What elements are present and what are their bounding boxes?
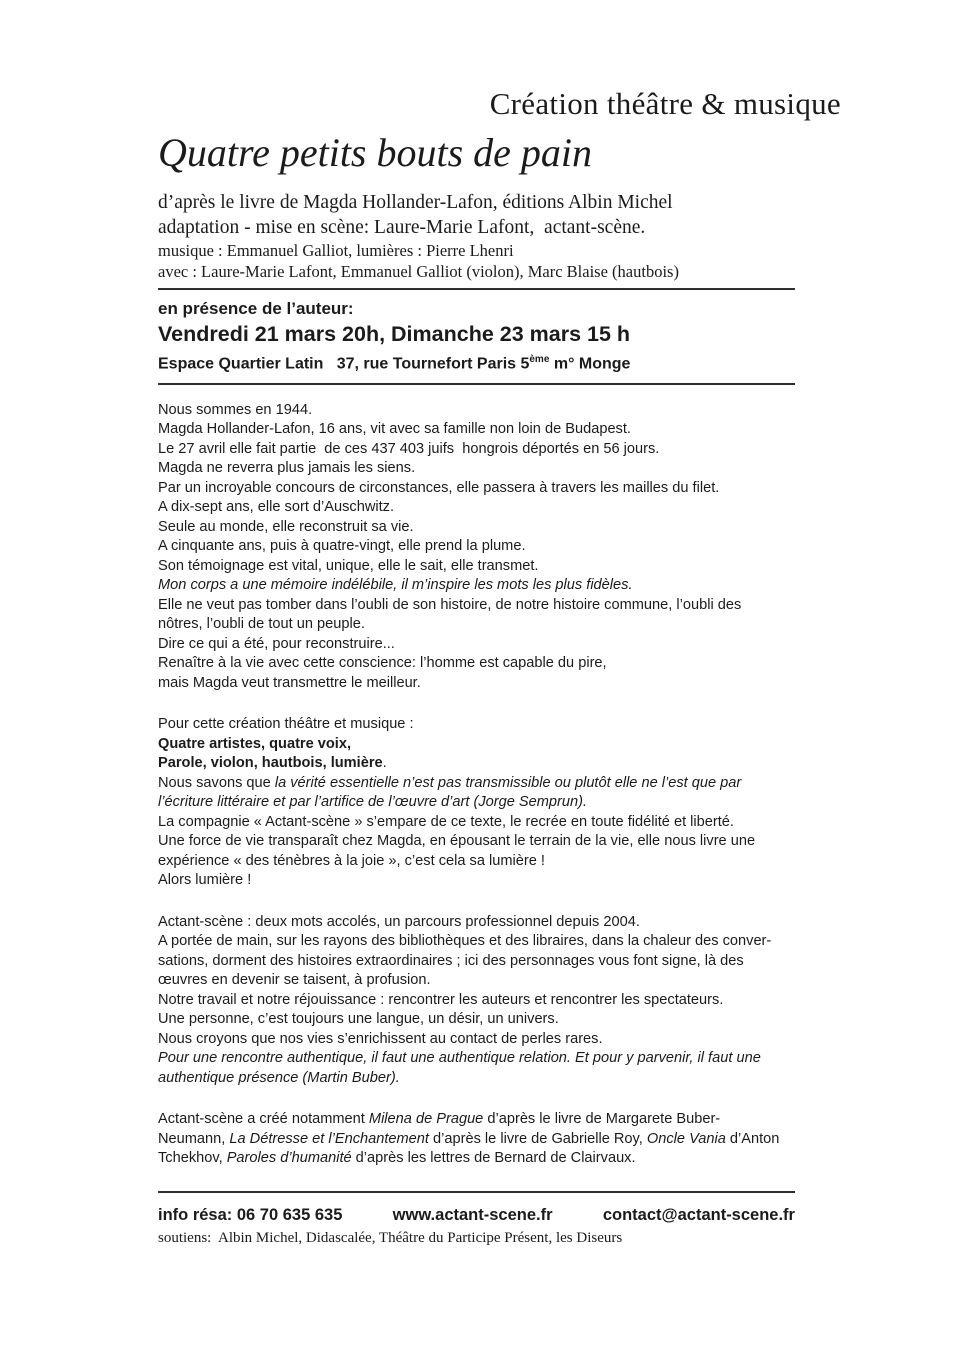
body-line: [158, 1130, 795, 1150]
body-line-quote: Mon corps a une mémoire indélébile, il m’inspire les mots les plus fidèles.: [158, 577, 633, 594]
text-segment: Neumann,: [158, 1130, 230, 1147]
event-dates: Vendredi 21 mars 20h, Dimanche 23 mars 15 h: [158, 321, 631, 346]
body-line-bold: Quatre artistes, quatre voix,: [158, 735, 352, 752]
text-segment: d’après les lettres de Bernard de Clairvaux.: [351, 1150, 636, 1167]
text-segment: d’après le livre de Margarete Buber-: [483, 1111, 721, 1128]
page-title: Quatre petits bouts de pain: [158, 129, 593, 175]
text-segment-title: Paroles d’humanité: [226, 1150, 352, 1167]
body-line: A dix-sept ans, elle sort d’Auschwitz.: [158, 499, 395, 516]
body-line: Nous croyons que nos vies s’enrichissent au contact de perles rares.: [158, 1030, 603, 1047]
body-line: mais Magda veut transmettre le meilleur.: [158, 674, 421, 691]
body-line: A cinquante ans, puis à quatre-vingt, elle prend la plume.: [158, 538, 526, 555]
body-line: Actant-scène : deux mots accolés, un parcours professionnel depuis 2004.: [158, 913, 640, 930]
phone-info: info résa: 06 70 635 635: [158, 1205, 343, 1224]
body-line: nôtres, l’oubli de tout un peuple.: [158, 616, 365, 633]
body-line: Nous sommes en 1944.: [158, 401, 313, 418]
event-block: [158, 298, 795, 374]
kicker: Création théâtre & musique: [489, 86, 841, 121]
text-segment: d’Anton: [725, 1130, 780, 1147]
website-text: www.actant-scene.fr: [392, 1205, 553, 1224]
body-line: [158, 1110, 795, 1130]
venue-superscript: ème: [529, 353, 550, 365]
body-line: Pour cette création théâtre et musique :: [158, 716, 414, 733]
body-line: Son témoignage est vital, unique, elle le sait, elle transmet.: [158, 557, 539, 574]
body-line: La compagnie « Actant-scène » s’empare de ce texte, le recrée en toute fidélité et liberté.: [158, 813, 734, 830]
body-line: Alors lumière !: [158, 872, 252, 889]
divider-event: [158, 383, 795, 385]
body-line: Par un incroyable concours de circonstances, elle passera à travers les mailles du filet.: [158, 479, 720, 496]
body-line-quote: authentique présence (Martin Buber).: [158, 1069, 400, 1086]
supporters-line: soutiens: Albin Michel, Didascalée, Théâtre du Participe Présent, les Diseurs: [158, 1229, 623, 1246]
body-line: A portée de main, sur les rayons des bibliothèques et des libraires, dans la chaleur des conver-: [158, 933, 772, 950]
text-segment: la vérité essentielle n’est pas transmissible ou plutôt elle ne l’est que par: [274, 774, 742, 791]
body-line: œuvres en devenir se taisent, à profusion.: [158, 972, 431, 989]
body-line: Seule au monde, elle reconstruit sa vie.: [158, 518, 414, 535]
body-line: Elle ne veut pas tomber dans l’oubli de son histoire, de notre histoire commune, l’oubli des: [158, 596, 742, 613]
credits-line-cast: avec : Laure-Marie Lafont, Emmanuel Galliot (violon), Marc Blaise (hautbois): [158, 261, 679, 281]
body-line: Renaître à la vie avec cette conscience: l’homme est capable du pire,: [158, 655, 607, 672]
body-text: [158, 401, 795, 1169]
body-line: [158, 1149, 795, 1169]
body-line: sations, dorment des histoires extraordinaires ; ici des personnages vous font signe, là des: [158, 952, 744, 969]
footer: [158, 1205, 795, 1248]
email-text: contact@actant-scene.fr: [602, 1205, 795, 1224]
credits-block: [158, 190, 795, 282]
body-line-quote: Pour une rencontre authentique, il faut une authentique relation. Et pour y parvenir, il faut une: [158, 1050, 761, 1067]
text-segment: Nous savons que: [158, 774, 275, 791]
paragraph-works: [158, 1110, 795, 1169]
text-segment: d’après le livre de Gabrielle Roy,: [428, 1130, 647, 1147]
paragraph-story: [158, 401, 795, 694]
body-line: Une force de vie transparaît chez Magda, en épousant le terrain de la vie, elle nous livre une: [158, 833, 756, 850]
body-line: Magda ne reverra plus jamais les siens.: [158, 460, 416, 477]
divider-footer: [158, 1191, 795, 1193]
contact-row: [158, 1205, 795, 1226]
credits-line-book: d’après le livre de Magda Hollander-Lafon, éditions Albin Michel: [158, 191, 673, 213]
text-segment-title: Milena de Prague: [368, 1111, 484, 1128]
body-line: Magda Hollander-Lafon, 16 ans, vit avec sa famille non loin de Budapest.: [158, 421, 631, 438]
event-presence: en présence de l’auteur:: [158, 298, 354, 318]
venue-text: Espace Quartier Latin 37, rue Tournefort Paris 5: [158, 354, 530, 372]
paragraph-company: [158, 913, 795, 1089]
credits-line-music: musique : Emmanuel Galliot, lumières : Pierre Lhenri: [158, 240, 514, 260]
text-segment: Tchekhov,: [158, 1150, 227, 1167]
body-line: Une personne, c’est toujours une langue, un désir, un univers.: [158, 1011, 559, 1028]
text-segment: Actant-scène a créé notamment: [158, 1111, 369, 1128]
body-line: Notre travail et notre réjouissance : rencontrer les auteurs et rencontrer les spectateurs.: [158, 991, 724, 1008]
body-line: expérience « des ténèbres à la joie », c’est cela sa lumière !: [158, 852, 545, 869]
text-segment-title: La Détresse et l’Enchantement: [229, 1130, 429, 1147]
body-line-quote: l’écriture littéraire et par l’artifice de l’œuvre d’art (Jorge Semprun).: [158, 794, 588, 811]
text-segment: .: [382, 755, 387, 772]
venue-metro: m° Monge: [549, 354, 631, 372]
event-venue: [158, 350, 795, 374]
text-segment-title: Oncle Vania: [646, 1130, 726, 1147]
body-line: [158, 774, 795, 794]
body-line: [158, 754, 795, 774]
paragraph-creation: [158, 715, 795, 891]
text-segment: Parole, violon, hautbois, lumière: [158, 755, 383, 772]
credits-line-adaptation: adaptation - mise en scène: Laure-Marie Lafont, actant-scène.: [158, 216, 646, 238]
body-line: Dire ce qui a été, pour reconstruire...: [158, 635, 395, 652]
divider-top: [158, 288, 795, 290]
body-line: Le 27 avril elle fait partie de ces 437 403 juifs hongrois déportés en 56 jours.: [158, 440, 660, 457]
